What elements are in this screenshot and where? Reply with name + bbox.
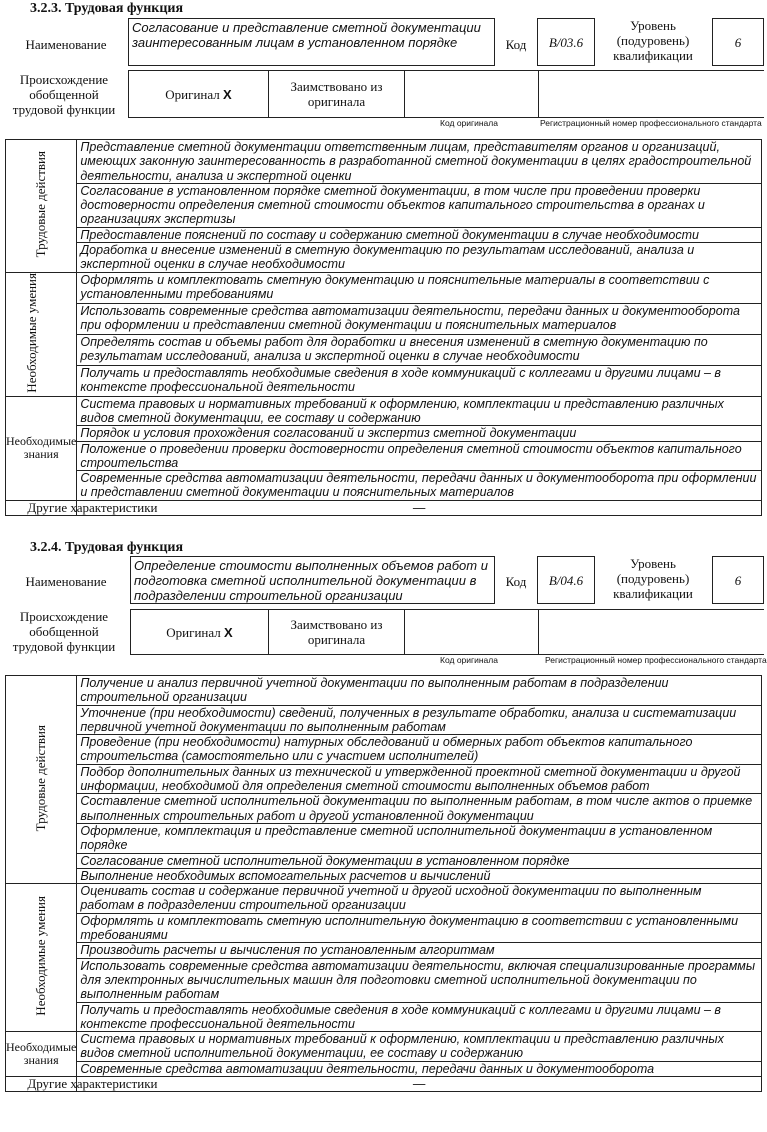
table-row <box>6 243 762 273</box>
original-mark: X <box>223 86 232 102</box>
function-table-3-2-4 <box>5 675 762 1092</box>
code-original-caption: Код оригинала <box>440 655 498 665</box>
skill-item: Определять состав и объемы работ для доработки и внесения изменений в сметную документацию по результатам исследований, анализа и экспертной оценки в случае необходимости <box>77 334 762 365</box>
table-row <box>6 1032 762 1062</box>
original-cell <box>130 610 268 654</box>
skill-item: Оценивать состав и содержание первичной учетной и другой исходной документации по выполненным работам в подразделении строительной организации <box>77 884 762 914</box>
table-row <box>6 1061 762 1076</box>
table-row <box>6 227 762 242</box>
knowledge-item: Система правовых и нормативных требований к оформлению, комплектации и представлению различных видов сметной документации, ее составу и содержанию <box>77 396 762 426</box>
table-row <box>6 272 762 303</box>
action-item: Уточнение (при необходимости) сведений, полученных в результате обработки, анализа и систематизации первичной учетной документации по выполненным работам <box>77 705 762 735</box>
knowledge-item: Современные средства автоматизации деятельности, передачи данных и документооборота <box>77 1061 762 1076</box>
function-name: Определение стоимости выполненных объемов работ и подготовка сметной исполнительной документации в подразделении строительной организации <box>130 556 495 604</box>
table-row <box>6 868 762 883</box>
section-title: 3.2.4. Трудовая функция <box>30 540 184 555</box>
action-item: Составление сметной исполнительной документации по выполненным работам, в том числе актов о приемке выполненных строительных работ и другой установленной документации <box>77 794 762 824</box>
origin-row <box>128 70 764 118</box>
skills-header: Необходимые умения <box>6 272 77 396</box>
code-label: Код <box>505 37 527 52</box>
level-label: Уровень (подуровень) квалификации <box>613 18 693 63</box>
borrowed-cell: Заимствовано из оригинала <box>268 71 404 117</box>
original-cell <box>128 71 268 117</box>
level-label: Уровень (подуровень) квалификации <box>613 556 693 601</box>
table-row <box>6 676 762 706</box>
level-value: 6 <box>734 573 742 588</box>
other-dash: — <box>412 500 426 515</box>
function-table-3-2-3 <box>5 139 762 516</box>
skill-item: Оформлять и комплектовать сметную исполнительную документацию в соответствии с установленными требованиями <box>77 913 762 943</box>
original-label: Оригинал <box>166 624 221 640</box>
other-value <box>27 1076 762 1092</box>
borrowed-cell: Заимствовано из оригинала <box>268 610 404 654</box>
code-original-cell <box>404 71 538 117</box>
table-row <box>6 943 762 958</box>
skill-item: Использовать современные средства автоматизации деятельности, передачи данных и документооборота при оформлении и представлении сметной документации и пояснительных материалов <box>77 303 762 334</box>
original-mark: X <box>224 624 233 640</box>
skill-item: Получать и предоставлять необходимые сведения в ходе коммуникаций с коллегами и другими лицами – в контексте профессиональной деятельности <box>77 365 762 396</box>
knowledge-item: Порядок и условия прохождения согласований и экспертиз сметной документации <box>77 426 762 441</box>
code-value: B/04.6 <box>548 573 584 588</box>
level-value: 6 <box>734 35 742 50</box>
code-original-cell <box>404 610 538 654</box>
reg-number-caption: Регистрационный номер профессионального стандарта <box>540 118 762 128</box>
table-row <box>6 500 762 515</box>
knowledge-item: Система правовых и нормативных требований к оформлению, комплектации и представлению различных видов сметной исполнительной документации, ее составу и содержанию <box>77 1032 762 1062</box>
other-dash: — <box>412 1077 426 1092</box>
other-characteristics-label: Другие характеристики <box>27 499 158 515</box>
section-title: 3.2.3. Трудовая функция <box>30 1 184 16</box>
name-label: Наименование <box>25 574 107 589</box>
table-row <box>6 735 762 765</box>
origin-label: Происхождение обобщенной трудовой функции <box>12 609 116 654</box>
table-row <box>6 794 762 824</box>
other-value <box>27 499 762 515</box>
knowledge-header: Необходимые знания <box>6 1032 77 1077</box>
table-row <box>6 334 762 365</box>
code-value: B/03.6 <box>548 35 584 50</box>
table-row <box>6 823 762 853</box>
action-item: Доработка и внесение изменений в сметную документацию по результатам исследований, анализа и экспертной оценки в случае необходимости <box>77 243 762 273</box>
action-item: Подбор дополнительных данных из технической и утвержденной проектной сметной документации и другой информации, необходимой для определения сметной стоимости выполненных объемов работ <box>77 764 762 794</box>
action-item: Получение и анализ первичной учетной документации по выполненным работам в подразделении строительной организации <box>77 676 762 706</box>
table-row <box>6 884 762 914</box>
action-item: Согласование сметной исполнительной документации в установленном порядке <box>77 853 762 868</box>
action-item: Представление сметной документации ответственным лицам, представителям органов и организаций, имеющих законную заинтересованность в разработанной сметной документации в целях градостроительной деятельности, анализа и экспертной оценки <box>77 140 762 184</box>
reg-number-cell <box>538 610 764 654</box>
skill-item: Использовать современные средства автоматизации деятельности, включая специализированные программы для электронных вычислительных машин для подготовки сметной исполнительной документации по выполненным работам <box>77 958 762 1002</box>
table-row <box>6 140 762 184</box>
skills-header: Необходимые умения <box>6 884 77 1032</box>
other-characteristics-label: Другие характеристики <box>27 1076 158 1092</box>
skill-item: Получать и предоставлять необходимые сведения в ходе коммуникаций с коллегами и другими лицами – в контексте профессиональной деятельности <box>77 1002 762 1032</box>
actions-header: Трудовые действия <box>6 676 77 884</box>
table-row <box>6 705 762 735</box>
code-original-caption: Код оригинала <box>440 118 498 128</box>
action-item: Согласование в установленном порядке сметной документации, в том числе при проведении проверки достоверности определения сметной стоимости объектов капитального строительства в органах и организациях экспертизы <box>77 183 762 227</box>
action-item: Оформление, комплектация и представление сметной исполнительной документации в установленном порядке <box>77 823 762 853</box>
table-row <box>6 183 762 227</box>
reg-number-cell <box>538 71 764 117</box>
table-row <box>6 471 762 501</box>
knowledge-item: Положение о проведении проверки достоверности определения сметной стоимости объектов капитального строительства <box>77 441 762 471</box>
knowledge-item: Современные средства автоматизации деятельности, передачи данных и документооборота при оформлении и представлении сметной документации и пояснительных материалов <box>77 471 762 501</box>
action-item: Проведение (при необходимости) натурных обследований и обмерных работ объектов капитального строительства (самостоятельно или с участием исполнителей) <box>77 735 762 765</box>
table-row <box>6 426 762 441</box>
table-row <box>6 396 762 426</box>
original-label: Оригинал <box>165 86 220 102</box>
name-label: Наименование <box>25 37 107 52</box>
table-row <box>6 958 762 1002</box>
table-row <box>6 365 762 396</box>
reg-number-caption: Регистрационный номер профессионального стандарта <box>545 655 767 665</box>
table-row <box>6 441 762 471</box>
table-row <box>6 303 762 334</box>
table-row <box>6 764 762 794</box>
table-row <box>6 853 762 868</box>
table-row <box>6 1077 762 1092</box>
table-row <box>6 913 762 943</box>
function-name: Согласование и представление сметной документации заинтересованным лицам в установленном порядке <box>128 18 495 66</box>
action-item: Выполнение необходимых вспомогательных расчетов и вычислений <box>77 868 762 883</box>
actions-header: Трудовые действия <box>6 140 77 273</box>
knowledge-header: Необходимые знания <box>6 396 77 500</box>
origin-row <box>130 609 764 655</box>
skill-item: Производить расчеты и вычисления по установленным алгоритмам <box>77 943 762 958</box>
origin-label: Происхождение обобщенной трудовой функции <box>12 72 116 117</box>
action-item: Предоставление пояснений по составу и содержанию сметной документации в случае необходимости <box>77 227 762 242</box>
skill-item: Оформлять и комплектовать сметную документацию и пояснительные материалы в соответствии с установленными требованиями <box>77 272 762 303</box>
table-row <box>6 1002 762 1032</box>
code-label: Код <box>505 574 527 589</box>
